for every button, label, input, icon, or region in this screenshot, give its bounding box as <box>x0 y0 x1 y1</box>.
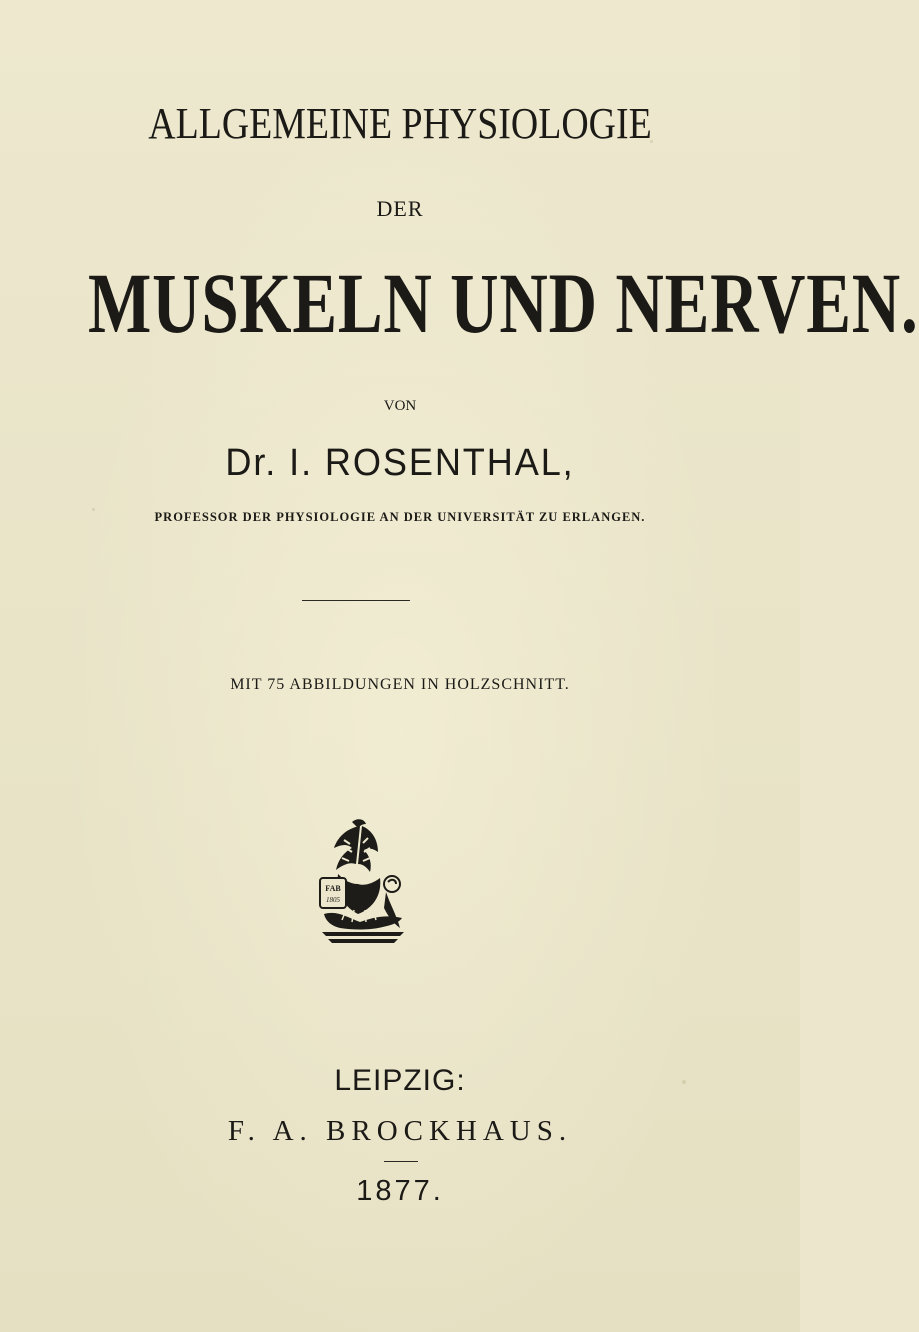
short-divider <box>384 1161 418 1162</box>
illustrations-note: MIT 75 ABBILDUNGEN IN HOLZSCHNITT. <box>230 676 570 693</box>
svg-text:FAB: FAB <box>325 884 341 893</box>
author-title: PROFESSOR DER PHYSIOLOGIE AN DER UNIVERSITÄT ZU ERLANGEN. <box>154 510 646 524</box>
title-der: DER <box>376 196 424 221</box>
main-title-line2: MUSKELN UND NERVEN. <box>88 255 919 351</box>
publisher-name: F. A. BROCKHAUS. <box>227 1115 573 1147</box>
author-name: Dr. I. ROSENTHAL, <box>225 442 575 484</box>
publisher-emblem <box>308 818 412 946</box>
divider-rule <box>302 600 410 601</box>
byline-von: VON <box>383 398 417 414</box>
publication-place: LEIPZIG: <box>334 1064 466 1097</box>
main-title-line1: ALLGEMEINE PHYSIOLOGIE <box>148 99 652 148</box>
svg-text:1805: 1805 <box>326 896 340 904</box>
publication-year: 1877. <box>356 1175 444 1207</box>
